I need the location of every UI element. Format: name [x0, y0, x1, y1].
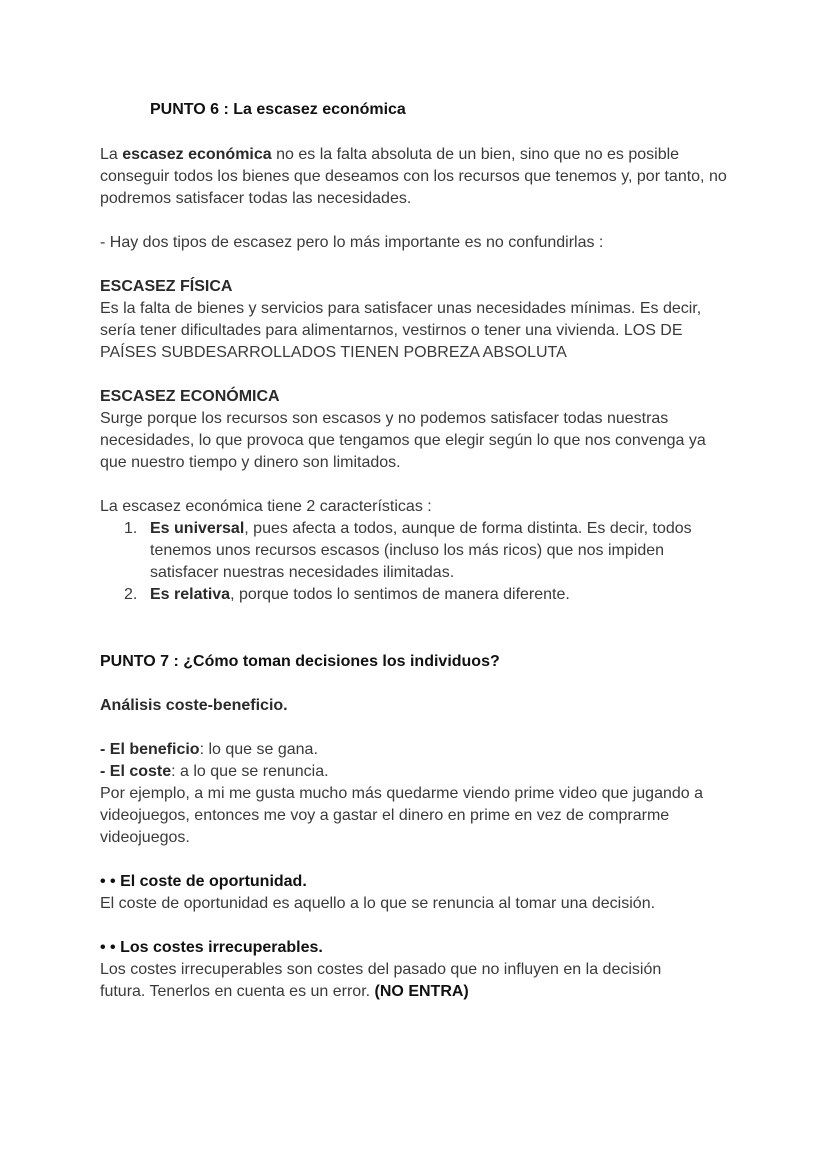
list-item-text: , porque todos lo sentimos de manera diferente.: [230, 586, 570, 603]
intro-term: escasez económica: [122, 146, 272, 163]
intro-lead: La: [100, 146, 123, 163]
beneficio-term: - El beneficio: [100, 741, 200, 758]
section-title-punto-6: PUNTO 6 : La escasez económica: [150, 101, 406, 118]
intro-paragraph: [100, 144, 730, 210]
coste-oportunidad-body: El coste de oportunidad es aquello a lo que se renuncia al tomar una decisión.: [100, 895, 656, 912]
analisis-title: Análisis coste-beneficio.: [100, 697, 288, 714]
coste-text: : a lo que se renuncia.: [171, 763, 329, 780]
no-entra-note: (NO ENTRA): [374, 983, 469, 1000]
list-item: [100, 584, 730, 606]
caracteristicas-list: [100, 518, 730, 606]
escasez-fisica-title: ESCASEZ FÍSICA: [100, 278, 233, 295]
intro-rest: no es la falta absoluta de un bien, sino que no es posible conseguir todos los bienes que deseamos con los recursos que tenemos y, por tanto, no podremos satisfacer todas las necesidades.: [100, 146, 727, 207]
escasez-economica-body: Surge porque los recursos son escasos y no podemos satisfacer todas nuestras necesidades, lo que provoca que tengamos que elegir según lo que nos convenga ya que nuestro tiempo y dinero son limitados.: [100, 410, 706, 471]
list-item-text: , pues afecta a todos, aunque de forma distinta. Es decir, todos tenemos unos recursos escasos (incluso los más ricos) que nos impiden satisfacer nuestras necesidades ilimitadas.: [150, 520, 692, 581]
section-title-punto-7: PUNTO 7 : ¿Cómo toman decisiones los individuos?: [100, 653, 500, 670]
costes-irrecuperables-title: • • Los costes irrecuperables.: [100, 939, 323, 956]
coste-line: [100, 761, 730, 783]
list-item: [100, 518, 730, 584]
costes-irrecuperables-body: [100, 959, 700, 1003]
coste-term: - El coste: [100, 763, 172, 780]
list-item-number: 2.: [124, 586, 138, 603]
list-item-term: Es universal: [150, 520, 245, 537]
types-line: - Hay dos tipos de escasez pero lo más importante es no confundirlas :: [100, 234, 604, 251]
ejemplo-paragraph: Por ejemplo, a mi me gusta mucho más quedarme viendo prime video que jugando a videojuegos, entonces me voy a gastar el dinero en prime en vez de comprarme videojuegos.: [100, 785, 703, 846]
caracteristicas-intro: La escasez económica tiene 2 características :: [100, 498, 432, 515]
beneficio-line: [100, 739, 730, 761]
beneficio-text: : lo que se gana.: [199, 741, 318, 758]
escasez-economica-title: ESCASEZ ECONÓMICA: [100, 388, 280, 405]
costes-irrecuperables-text: Los costes irrecuperables son costes del pasado que no influyen en la decisión futura. Tenerlos en cuenta es un error.: [100, 961, 662, 1000]
caracteristicas-list-wrapper: [100, 518, 730, 606]
list-item-number: 1.: [124, 520, 138, 537]
coste-oportunidad-title: • • El coste de oportunidad.: [100, 873, 307, 890]
escasez-fisica-body: Es la falta de bienes y servicios para satisfacer unas necesidades mínimas. Es decir, sería tener dificultades para alimentarnos, vestirnos o tener una vivienda. LOS DE PAÍSES SUBDESARROLLADOS TIENEN POBREZA ABSOLUTA: [100, 300, 702, 361]
list-item-term: Es relativa: [150, 586, 231, 603]
